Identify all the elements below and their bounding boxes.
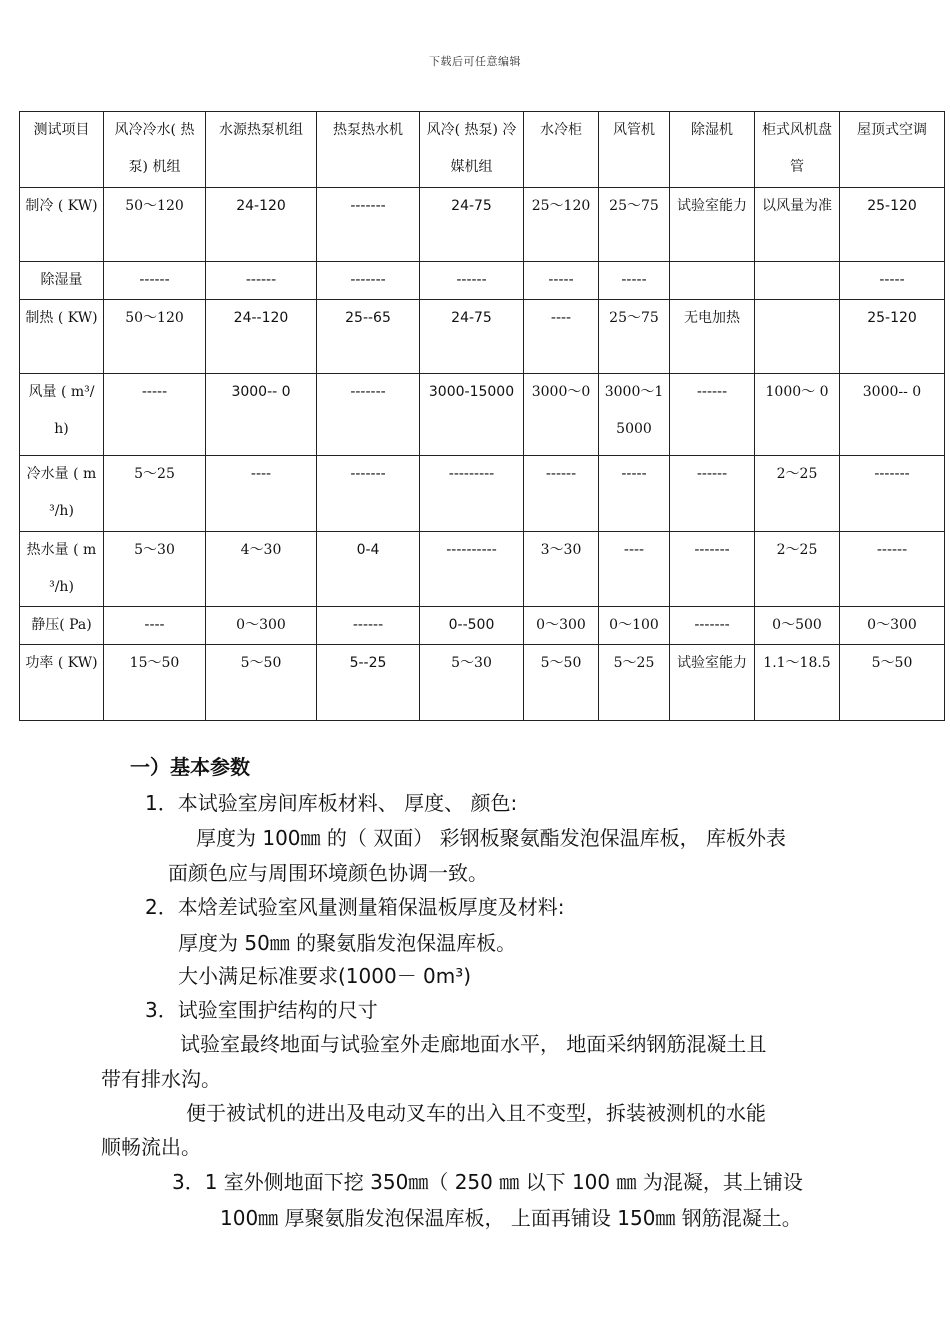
- table-row: [20, 262, 945, 300]
- table-cell: 25-120: [840, 300, 945, 374]
- table-cell: 3000-15000: [420, 374, 524, 456]
- table-cell: 0--500: [420, 607, 524, 645]
- header-cell: 热泵热水机: [317, 112, 420, 188]
- table-cell: 50～120: [104, 300, 206, 374]
- table-cell: 5～30: [420, 645, 524, 721]
- table-cell: 5～50: [840, 645, 945, 721]
- table-cell: 5--25: [317, 645, 420, 721]
- header-cell: 除湿机: [670, 112, 755, 188]
- table-cell: 50～120: [104, 188, 206, 262]
- item3-text: 试验室最终地面与试验室外走廊地面水平， 地面采纳钢筋混凝土且: [180, 1032, 767, 1056]
- section-title: 一）基本参数: [130, 755, 250, 779]
- table-cell: 5～50: [206, 645, 317, 721]
- item3-text: 顺畅流出。: [101, 1135, 201, 1159]
- table-cell: 3000-- 0: [206, 374, 317, 456]
- table-cell: ----: [599, 532, 670, 607]
- table-cell: [755, 300, 840, 374]
- table-cell: ------: [670, 456, 755, 532]
- table-cell: 试验室能力: [670, 188, 755, 262]
- table-cell: 0～500: [755, 607, 840, 645]
- table-cell: ----: [524, 300, 599, 374]
- row-label: 热水量 ( m³/h): [20, 532, 104, 607]
- table-cell: -----: [599, 456, 670, 532]
- table-cell: -------: [317, 188, 420, 262]
- table-cell: 1.1～18.5: [755, 645, 840, 721]
- header-cell: 水冷柜: [524, 112, 599, 188]
- table-cell: 24--120: [206, 300, 317, 374]
- table-cell: -------: [317, 456, 420, 532]
- item1-text: 厚度为 100㎜ 的（ 双面） 彩钢板聚氨酯发泡保温库板， 库板外表: [196, 826, 786, 850]
- table-cell: 5～50: [524, 645, 599, 721]
- row-label: 风量 ( m³/h): [20, 374, 104, 456]
- table-cell: -------: [317, 262, 420, 300]
- table-cell: ----: [104, 607, 206, 645]
- table-row: [20, 645, 945, 721]
- row-label: 静压( Pa): [20, 607, 104, 645]
- table-cell: 试验室能力: [670, 645, 755, 721]
- table-cell: 25～75: [599, 300, 670, 374]
- table-row: [20, 456, 945, 532]
- table-cell: 0～100: [599, 607, 670, 645]
- table-row: [20, 188, 945, 262]
- item1-title: 1．本试验室房间库板材料、 厚度、 颜色:: [145, 791, 518, 815]
- table-cell: 以风量为准: [755, 188, 840, 262]
- table-cell: 0-4: [317, 532, 420, 607]
- table-cell: 24-75: [420, 300, 524, 374]
- item31-text: 100㎜ 厚聚氨脂发泡保温库板， 上面再铺设 150㎜ 钢筋混凝土。: [220, 1206, 802, 1230]
- table-row: [20, 532, 945, 607]
- table-cell: ---------: [420, 456, 524, 532]
- table-cell: 5～25: [599, 645, 670, 721]
- row-label: 制冷 ( KW): [20, 188, 104, 262]
- row-label: 冷水量 ( m³/h): [20, 456, 104, 532]
- table-cell: 3000-- 0: [840, 374, 945, 456]
- header-cell: 风冷冷水( 热泵) 机组: [104, 112, 206, 188]
- table-cell: 2～25: [755, 456, 840, 532]
- table-cell: 24-120: [206, 188, 317, 262]
- row-label: 除湿量: [20, 262, 104, 300]
- table-cell: 24-75: [420, 188, 524, 262]
- table-cell: -------: [840, 456, 945, 532]
- item3-text: 便于被试机的进出及电动叉车的出入且不变型，拆装被测机的水能: [186, 1101, 766, 1125]
- table-cell: 5～25: [104, 456, 206, 532]
- table-cell: 25--65: [317, 300, 420, 374]
- table-cell: ------: [524, 456, 599, 532]
- header-cell: 屋顶式空调: [840, 112, 945, 188]
- item2-title: 2．本焓差试验室风量测量箱保温板厚度及材料:: [145, 895, 565, 919]
- item31-text: 3．1 室外侧地面下挖 350㎜（ 250 ㎜ 以下 100 ㎜ 为混凝，其上铺设: [172, 1170, 803, 1194]
- table-cell: ----: [206, 456, 317, 532]
- header-cell: 柜式风机盘管: [755, 112, 840, 188]
- table-cell: ----------: [420, 532, 524, 607]
- row-label: 制热 ( KW): [20, 300, 104, 374]
- table-cell: 3000～15000: [599, 374, 670, 456]
- table-cell: 2～25: [755, 532, 840, 607]
- table-cell: 25～120: [524, 188, 599, 262]
- item3-text: 带有排水沟。: [101, 1067, 221, 1091]
- table-row: [20, 607, 945, 645]
- table-cell: 3～30: [524, 532, 599, 607]
- item2-text: 大小满足标准要求(1000－ 0m³): [178, 964, 472, 988]
- table-cell: -----: [104, 374, 206, 456]
- table-cell: ------: [317, 607, 420, 645]
- table-cell: 1000～ 0: [755, 374, 840, 456]
- table-cell: 3000～0: [524, 374, 599, 456]
- table-cell: 0～300: [206, 607, 317, 645]
- table-cell: ------: [104, 262, 206, 300]
- item2-text: 厚度为 50㎜ 的聚氨脂发泡保温库板。: [178, 931, 517, 955]
- item1-text: 面颜色应与周围环境颜色协调一致。: [168, 861, 488, 885]
- table-cell: ------: [670, 374, 755, 456]
- table-row: [20, 300, 945, 374]
- table-cell: -------: [670, 532, 755, 607]
- header-cell: 风管机: [599, 112, 670, 188]
- table-cell: 5～30: [104, 532, 206, 607]
- table-cell: -------: [317, 374, 420, 456]
- row-label: 功率 ( KW): [20, 645, 104, 721]
- table-cell: [755, 262, 840, 300]
- table-cell: -----: [599, 262, 670, 300]
- table-cell: ------: [840, 532, 945, 607]
- table-row: [20, 374, 945, 456]
- table-cell: -----: [840, 262, 945, 300]
- table-cell: 25～75: [599, 188, 670, 262]
- parameter-table: [19, 111, 945, 721]
- table-cell: 0～300: [524, 607, 599, 645]
- table-cell: ------: [420, 262, 524, 300]
- table-cell: 15～50: [104, 645, 206, 721]
- table-cell: -----: [524, 262, 599, 300]
- header-cell: 水源热泵机组: [206, 112, 317, 188]
- table-header-row: [20, 112, 945, 188]
- table-cell: 4～30: [206, 532, 317, 607]
- header-cell: 测试项目: [20, 112, 104, 188]
- table-cell: [670, 262, 755, 300]
- table-cell: ------: [206, 262, 317, 300]
- item3-title: 3．试验室围护结构的尺寸: [145, 998, 378, 1022]
- table-cell: -------: [670, 607, 755, 645]
- header-note: 下载后可任意编辑: [429, 55, 521, 68]
- header-cell: 风冷( 热泵) 冷媒机组: [420, 112, 524, 188]
- table-cell: 25-120: [840, 188, 945, 262]
- table-cell: 0～300: [840, 607, 945, 645]
- table-cell: 无电加热: [670, 300, 755, 374]
